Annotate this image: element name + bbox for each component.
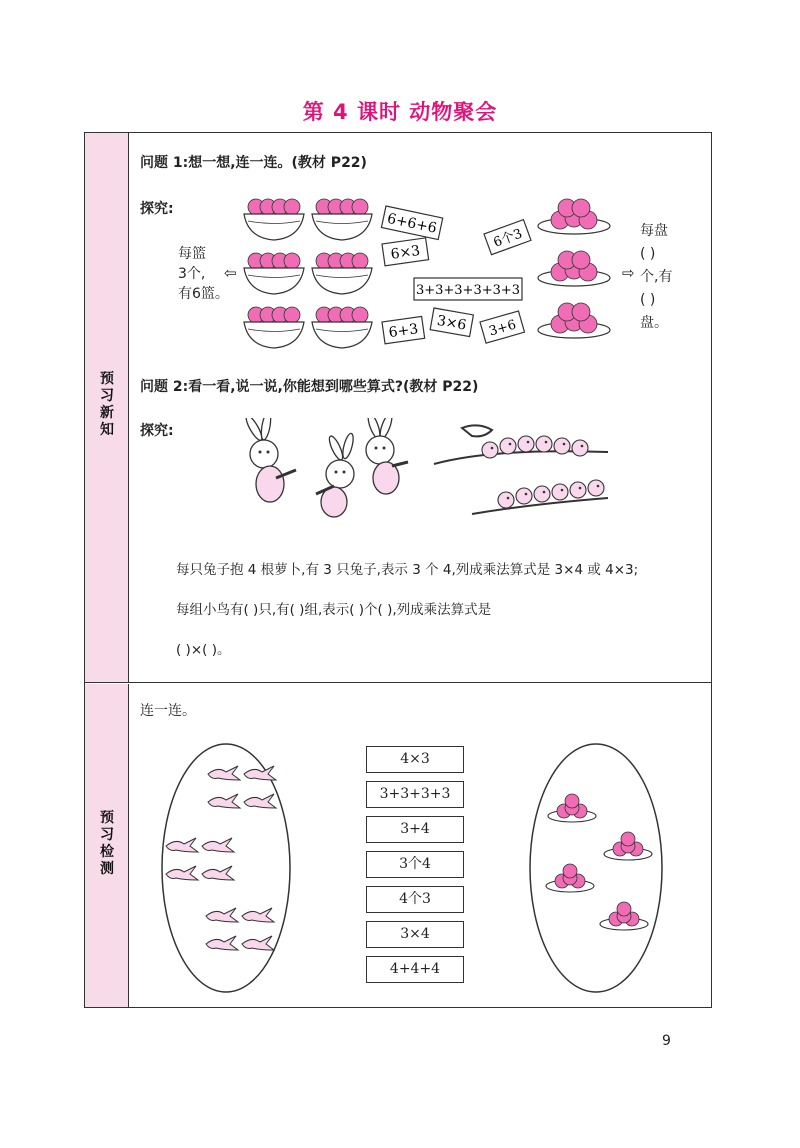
plate-label-line: 每盘 — [640, 223, 668, 239]
left-arrow-icon: ⇦ — [224, 264, 237, 282]
card-3+3+3+3+3+3: 3+3+3+3+3+3 — [415, 283, 521, 298]
card-6x3: 6×3 — [389, 242, 422, 263]
plate-answer-blank: ( ) — [640, 246, 656, 262]
expression-box[interactable]: 3+3+3+3 — [366, 781, 464, 808]
question-1-explore-label: 探究: — [140, 201, 174, 217]
birds-oval — [160, 742, 292, 994]
birds-on-branches-illustration — [432, 418, 608, 528]
section-label-preview: 预 习 新 知 — [100, 371, 114, 438]
page-title: 第 4 课时 动物聚会 — [302, 100, 498, 124]
section-divider — [84, 682, 712, 683]
page-number: 9 — [662, 1033, 671, 1049]
rabbits-illustration — [236, 418, 412, 522]
peaches-oval — [528, 742, 664, 994]
expression-box[interactable]: 4+4+4 — [366, 956, 464, 983]
expression-box[interactable]: 4个3 — [366, 886, 464, 913]
card-6+6+6: 6+6+6 — [385, 210, 439, 237]
card-3x6: 3×6 — [435, 312, 468, 334]
card-6-ge-3: 6个3 — [491, 226, 525, 251]
basket-label-line: 3个, — [178, 266, 206, 282]
peach-plates — [534, 192, 618, 352]
card-3+6: 3+6 — [487, 317, 518, 340]
section-sidebar-check — [85, 684, 129, 1007]
plate-description — [640, 220, 672, 335]
plate-label-line: 盘。 — [640, 315, 668, 331]
plate-label-line: 个,有 — [640, 269, 673, 285]
fruit-baskets — [240, 192, 380, 356]
expression-box[interactable]: 4×3 — [366, 746, 464, 773]
section-label-check: 预 习 检 测 — [100, 810, 114, 877]
question-2-explore-label: 探究: — [140, 423, 174, 439]
right-arrow-icon: ⇨ — [622, 264, 635, 282]
card-6+3: 6+3 — [387, 321, 420, 342]
expression-cards — [376, 192, 536, 356]
basket-description — [178, 244, 229, 304]
question-2-line-2: 每组小鸟有( )只,有( )组,表示( )个( ),列成乘法算式是 — [176, 602, 492, 618]
plate-answer-blank: ( ) — [640, 292, 656, 308]
expression-box[interactable]: 3×4 — [366, 921, 464, 948]
question-2-line-1: 每只兔子抱 4 根萝卜,有 3 只兔子,表示 3 个 4,列成乘法算式是 3×4 或 4×3; — [176, 562, 639, 578]
expression-box[interactable]: 3+4 — [366, 816, 464, 843]
question-2-line-3: ( )×( )。 — [176, 642, 231, 658]
section-sidebar-preview — [85, 133, 129, 682]
question-1-title: 问题 1:想一想,连一连。(教材 P22) — [140, 155, 367, 171]
basket-label-line: 每篮 — [178, 246, 206, 262]
question-2-title: 问题 2:看一看,说一说,你能想到哪些算式?(教材 P22) — [140, 379, 479, 395]
check-title: 连一连。 — [140, 703, 196, 719]
basket-label-line: 有6篮。 — [178, 286, 229, 302]
expression-box[interactable]: 3个4 — [366, 851, 464, 878]
